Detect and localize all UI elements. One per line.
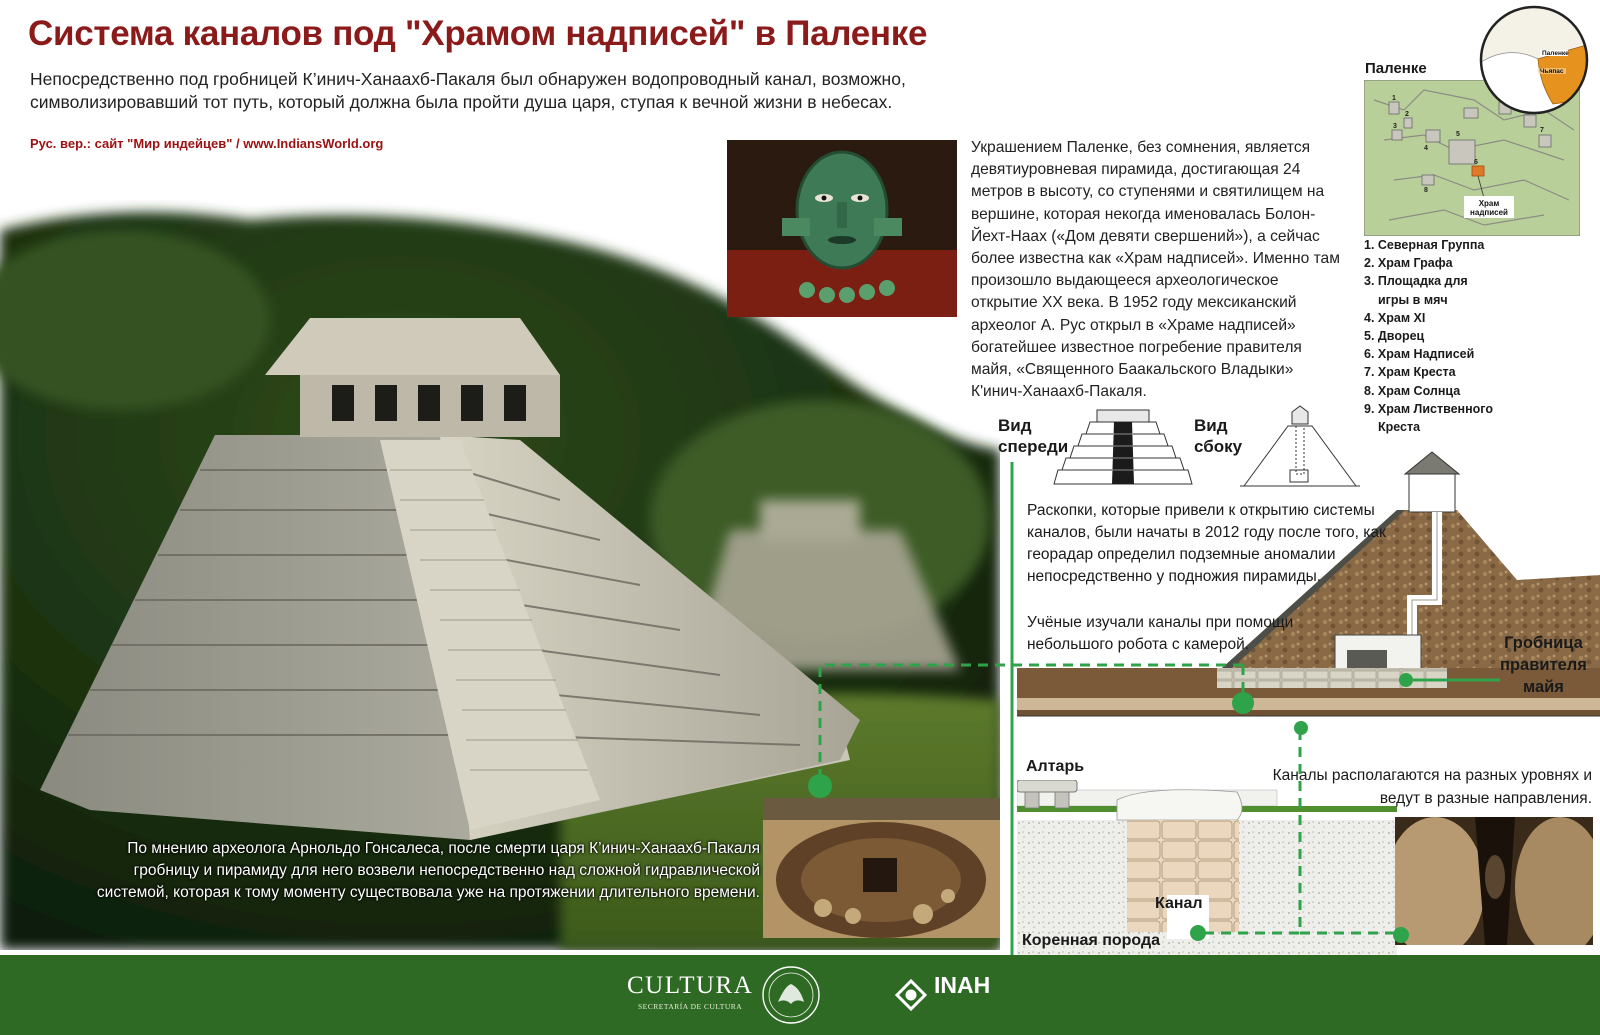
map-number-8: 8 — [1424, 187, 1428, 194]
mexico-seal-icon — [760, 964, 822, 1026]
map-legend — [1364, 236, 1594, 436]
credit-link[interactable]: Рус. вер.: сайт "Мир индейцев" / www.IndiansWorld.org — [30, 136, 384, 151]
legend-item: 3. Площадка для — [1364, 274, 1468, 289]
inah-logo: INAH — [934, 972, 991, 998]
robot-text: Учёные изучали каналы при помощи небольшого робота с камерой. — [1027, 614, 1294, 653]
legend-item: 9. Храм Лиственного — [1364, 401, 1493, 416]
cultura-subtitle: SECRETARÍA DE CULTURA — [638, 1002, 743, 1011]
legend-item: 5. Дворец — [1364, 329, 1425, 344]
side-view-label: Вид сбоку — [1194, 416, 1243, 456]
map-title: Паленке — [1365, 60, 1427, 77]
locator-state-label: Чьяпас — [1540, 68, 1564, 75]
main-description: Украшением Паленке, без сомнения, является девятиуровневая пирамида, достигающая 24 метров в высоту, со ступенями и святилищем на вершине, которая некогда именовалась Болон-Йехт-Наах («Дом девяти свершений»), а сейчас более известна как «Храм надписей». Именно там произошло выдающееся археологическое открытие XX века. В 1952 году мексиканский археолог А. Рус открыл в «Храме надписей» богатейшее известное погребение правителя майя, «Священного Баакальского Владыки» К'инич-Ханаахб-Пакаля. — [971, 139, 1340, 401]
legend-item: 8. Храм Солнца — [1364, 383, 1461, 398]
map-target-label-1: Храм — [1478, 199, 1500, 208]
legend-item: игры в мяч — [1378, 292, 1448, 307]
legend-item: 4. Храм XI — [1364, 310, 1426, 325]
cultura-logo: CULTURA — [627, 972, 754, 999]
inah-logo-icon — [893, 977, 929, 1013]
altar-label: Алтарь — [1026, 758, 1085, 775]
legend-item: 2. Храм Графа — [1364, 256, 1453, 271]
chiapas-locator-map — [1478, 4, 1590, 116]
legend-item: 6. Храм Надписей — [1364, 347, 1475, 362]
front-view-label: Вид спереди — [998, 416, 1069, 456]
legend-item: 7. Храм Креста — [1364, 365, 1456, 380]
excavation-photo — [763, 798, 1000, 938]
legend-item: 1. Северная Группа — [1364, 238, 1485, 252]
page-title: Система каналов под "Храмом надписей" в Паленке — [28, 14, 928, 53]
canal-label: Канал — [1155, 895, 1203, 912]
intro-text: Непосредственно под гробницей К’инич-Ханаахб-Пакаля был обнаружен водопроводный канал, возможно, символизировавший тот путь, который должна была пройти душа царя, ступая к вечной жизни в небесах. — [30, 69, 906, 112]
gonzalez-text: По мнению археолога Арнольдо Гонсалеса, после смерти царя К’инич-Ханаахб-Пакаля гробницу и пирамиду для него возвели непосредственно над сложной гидравлической системой, которая к тому моменту существовала уже на протяжении длительного времени. — [96, 840, 760, 901]
levels-text: Каналы располагаются на разных уровнях и ведут в разные направления. — [1272, 767, 1592, 807]
locator-city-label: Паленке — [1542, 50, 1569, 57]
tunnel-photo — [1395, 817, 1593, 945]
map-number-5: 5 — [1456, 131, 1460, 138]
legend-item: Креста — [1378, 420, 1421, 435]
map-number-2: 2 — [1405, 111, 1409, 118]
jade-mask-photo — [727, 140, 957, 317]
bedrock-label: Коренная порода — [1022, 932, 1161, 949]
map-number-7: 7 — [1540, 127, 1544, 134]
map-number-1: 1 — [1392, 95, 1396, 102]
excavation-text: Раскопки, которые привели к открытию системы каналов, были начаты в 2012 году после того, как георадар определил подземные аномалии непосредственно у подножия пирамиды. — [1027, 502, 1386, 585]
map-number-4: 4 — [1424, 145, 1428, 152]
tomb-label: Гробница правителя майя — [1500, 634, 1587, 696]
map-number-3: 3 — [1393, 123, 1397, 130]
map-number-6: 6 — [1474, 159, 1478, 166]
map-target-label-2: надписей — [1470, 208, 1508, 217]
